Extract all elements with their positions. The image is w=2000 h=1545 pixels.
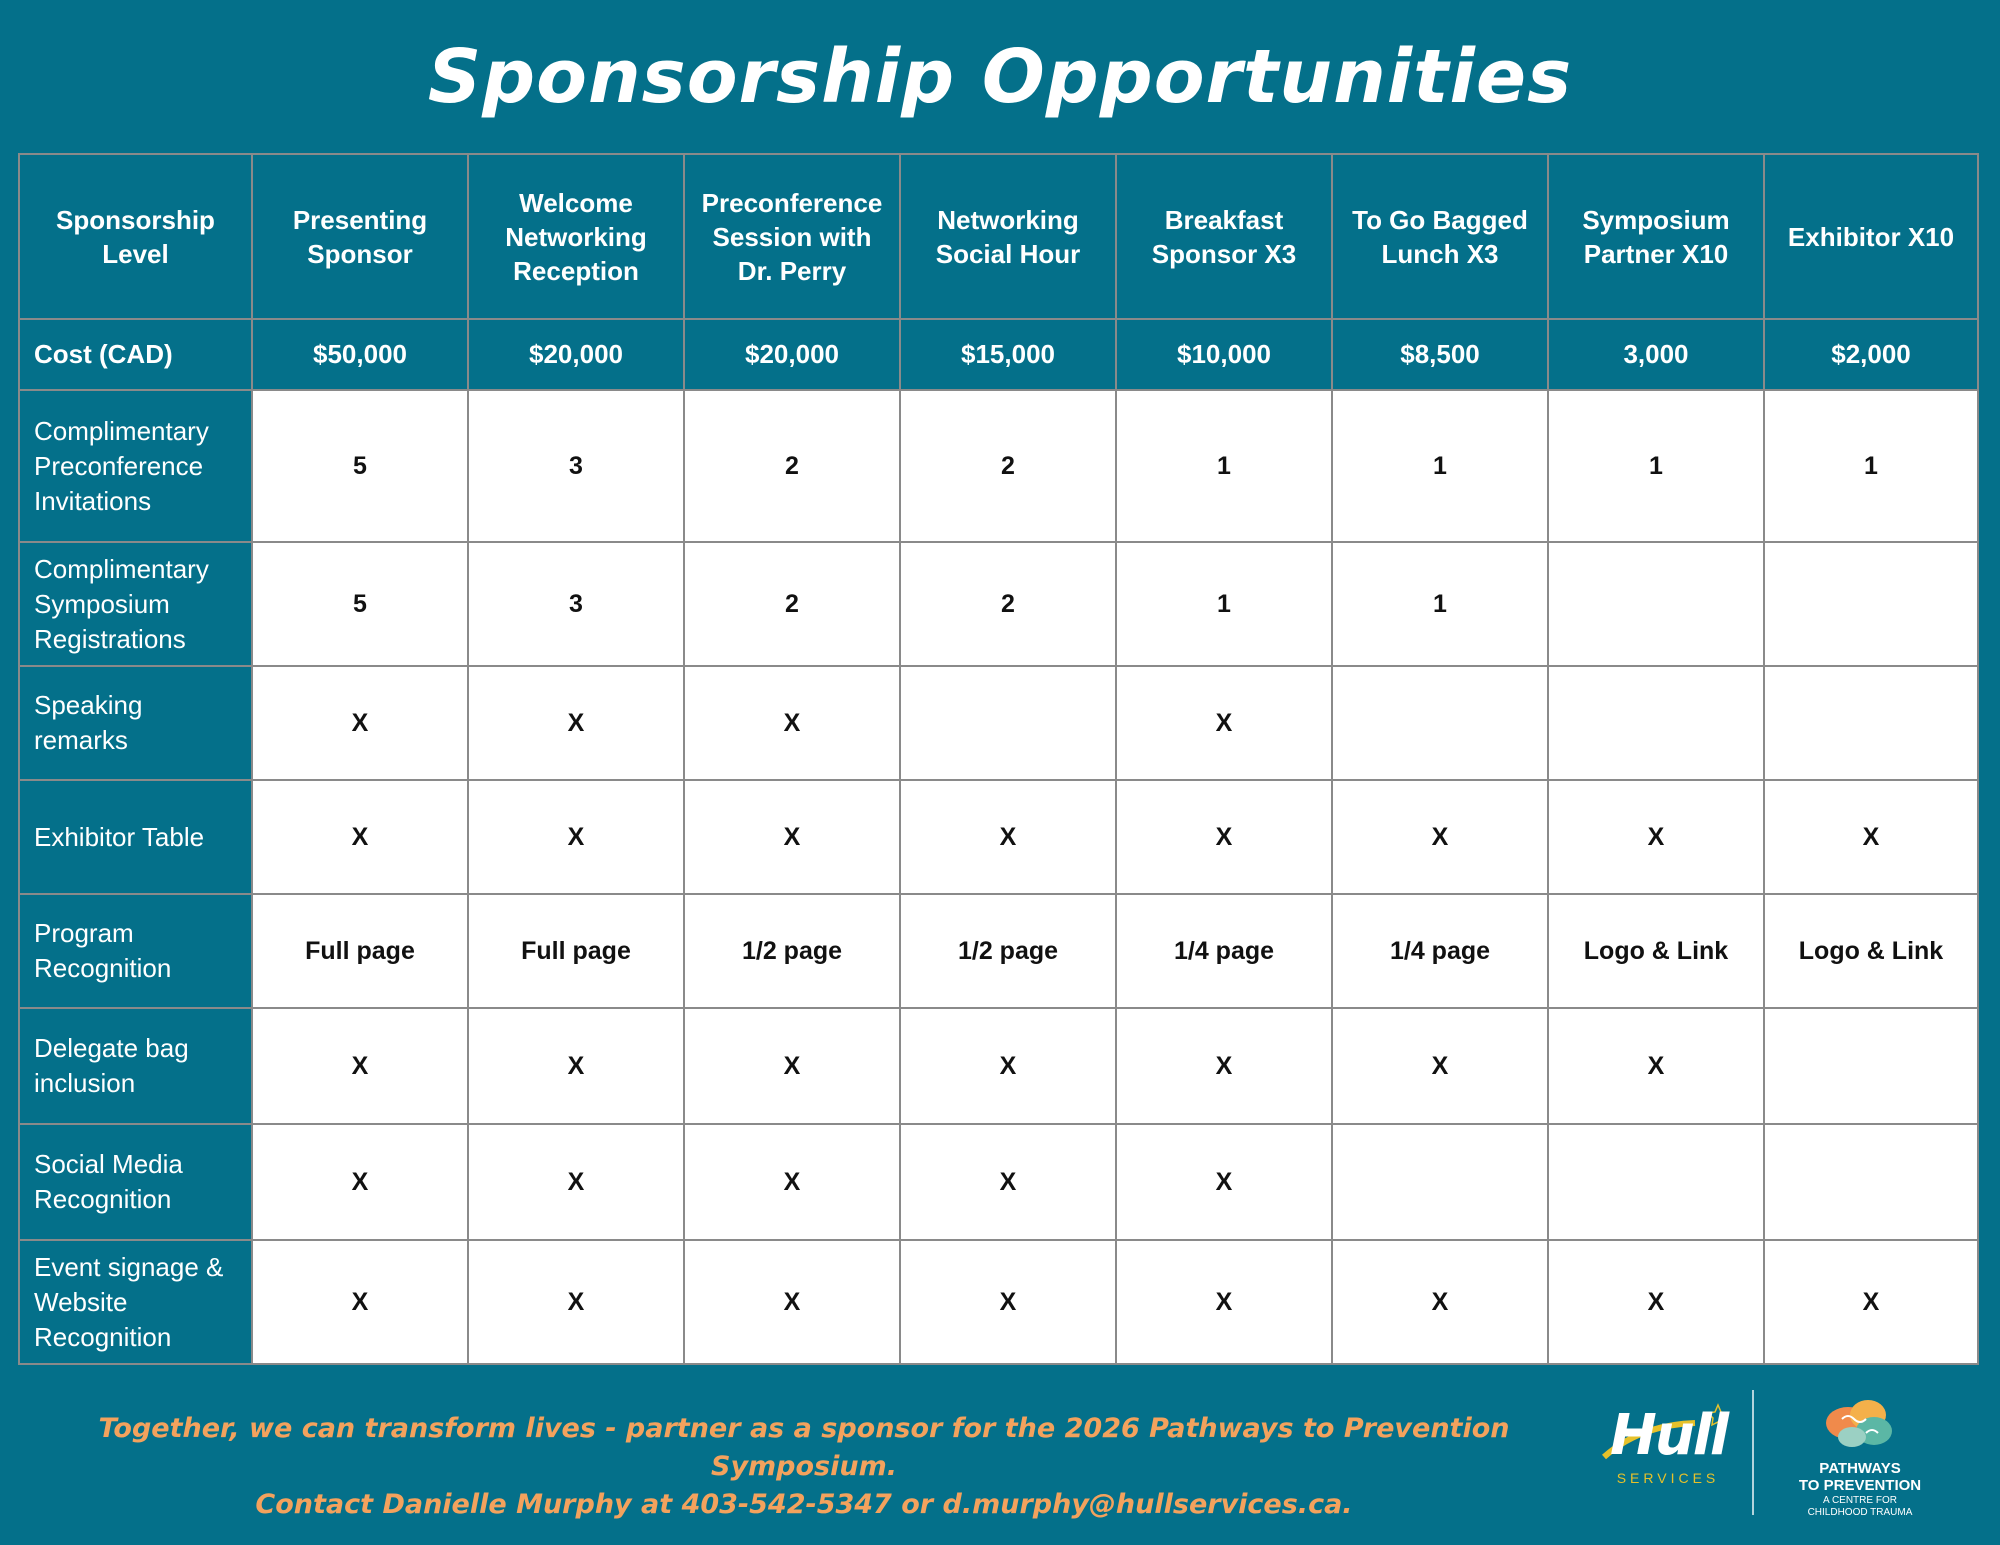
table-cell: X (684, 1240, 900, 1364)
table-cell: 3 (468, 390, 684, 542)
footer-message (14, 1410, 1594, 1524)
table-row (19, 1124, 1978, 1240)
table-cell: 1 (1332, 542, 1548, 666)
table-cell: 2 (900, 390, 1116, 542)
column-header: To Go Bagged Lunch X3 (1332, 154, 1548, 319)
footer-line-1: Together, we can transform lives - partner as a sponsor for the 2026 Pathways to Prevention Symposium. (98, 1413, 1510, 1482)
table-cell: X (1548, 1240, 1764, 1364)
row-label: Social Media Recognition (19, 1124, 252, 1240)
table-cell: X (252, 780, 468, 894)
table-cell (900, 666, 1116, 780)
table-cell: X (1332, 1240, 1548, 1364)
cost-cell: $10,000 (1116, 319, 1332, 390)
row-label: Exhibitor Table (19, 780, 252, 894)
logo-divider (1752, 1390, 1754, 1515)
cost-cell: $20,000 (468, 319, 684, 390)
page-title: Sponsorship Opportunities (427, 34, 1573, 120)
table-cell: 5 (252, 390, 468, 542)
column-header: Welcome Networking Reception (468, 154, 684, 319)
table-cell (1548, 542, 1764, 666)
table-cell: 5 (252, 542, 468, 666)
cost-cell: $20,000 (684, 319, 900, 390)
cost-cell: $8,500 (1332, 319, 1548, 390)
cost-cell: $15,000 (900, 319, 1116, 390)
table-cell (1764, 542, 1978, 666)
row-label: Speaking remarks (19, 666, 252, 780)
table-row (19, 780, 1978, 894)
table-row (19, 894, 1978, 1008)
column-header: Exhibitor X10 (1764, 154, 1978, 319)
table-cell: 2 (684, 542, 900, 666)
table-row (19, 1240, 1978, 1364)
hull-wordmark: Hull (1610, 1403, 1728, 1468)
column-header: Preconference Session with Dr. Perry (684, 154, 900, 319)
table-cell: 3 (468, 542, 684, 666)
table-cell: X (1332, 1008, 1548, 1124)
footer-line-2: Contact Danielle Murphy at 403-542-5347 or d.murphy@hullservices.ca. (255, 1489, 1353, 1520)
table-cell: X (1116, 666, 1332, 780)
corner-header: Sponsorship Level (19, 154, 252, 319)
table-cell: X (252, 666, 468, 780)
table-cell: X (468, 1124, 684, 1240)
table-cell: Logo & Link (1548, 894, 1764, 1008)
table-cell: Full page (468, 894, 684, 1008)
row-label: Event signage & Website Recognition (19, 1240, 252, 1364)
hull-subtitle: SERVICES (1616, 1470, 1720, 1486)
table-cell: 1/2 page (684, 894, 900, 1008)
table-cell: 1 (1116, 542, 1332, 666)
table-cell: X (900, 1240, 1116, 1364)
table-cell: X (252, 1124, 468, 1240)
table-cell: X (900, 1124, 1116, 1240)
table-cell: 1/4 page (1332, 894, 1548, 1008)
table-cell: X (900, 1008, 1116, 1124)
table-cell (1332, 1124, 1548, 1240)
ptp-name-line-2: TO PREVENTION (1798, 1477, 1922, 1494)
table-cell: X (468, 1008, 684, 1124)
column-header: Breakfast Sponsor X3 (1116, 154, 1332, 319)
table-row (19, 1008, 1978, 1124)
table-row (19, 542, 1978, 666)
column-header: Symposium Partner X10 (1548, 154, 1764, 319)
brain-icon (1770, 1385, 1950, 1460)
table-cell (1764, 1124, 1978, 1240)
pathways-to-prevention-logo (1770, 1385, 1950, 1525)
table-cell: X (684, 780, 900, 894)
table-cell: 1 (1548, 390, 1764, 542)
table-cell: Logo & Link (1764, 894, 1978, 1008)
table-cell: X (252, 1008, 468, 1124)
ptp-tagline-line-2: CHILDHOOD TRAUMA (1807, 1507, 1913, 1518)
row-label: Program Recognition (19, 894, 252, 1008)
column-header: Networking Social Hour (900, 154, 1116, 319)
hull-services-logo (1600, 1395, 1730, 1490)
sponsorship-table (18, 153, 1979, 1365)
ptp-tagline (1770, 1495, 1950, 1519)
table-cell: 2 (684, 390, 900, 542)
row-label: Delegate bag inclusion (19, 1008, 252, 1124)
table-cell: X (1116, 1008, 1332, 1124)
table-row (19, 666, 1978, 780)
table-cell: X (684, 1124, 900, 1240)
cost-cell: 3,000 (1548, 319, 1764, 390)
table-cell: X (1332, 780, 1548, 894)
table-cell: 2 (900, 542, 1116, 666)
table-cell (1548, 1124, 1764, 1240)
table-cell: X (684, 1008, 900, 1124)
table-cell: X (684, 666, 900, 780)
ptp-name (1770, 1460, 1950, 1494)
table-cell: X (1116, 780, 1332, 894)
table-cell: 1/4 page (1116, 894, 1332, 1008)
table-cell: 1/2 page (900, 894, 1116, 1008)
table-cell: X (1548, 1008, 1764, 1124)
cost-label: Cost (CAD) (19, 319, 252, 390)
table-cell: X (1764, 1240, 1978, 1364)
table-cell: X (468, 666, 684, 780)
table-cell: X (468, 1240, 684, 1364)
ptp-tagline-line-1: A CENTRE FOR (1823, 1495, 1897, 1506)
table-cell: X (900, 780, 1116, 894)
cost-row (19, 319, 1978, 390)
column-header: Presenting Sponsor (252, 154, 468, 319)
table-cell: X (252, 1240, 468, 1364)
row-label: Complimentary Preconference Invitations (19, 390, 252, 542)
header-row (19, 154, 1978, 319)
table-cell (1332, 666, 1548, 780)
table-cell: 1 (1332, 390, 1548, 542)
table-cell: X (1116, 1124, 1332, 1240)
table-cell: 1 (1116, 390, 1332, 542)
cost-cell: $2,000 (1764, 319, 1978, 390)
table-cell: Full page (252, 894, 468, 1008)
table-cell: 1 (1764, 390, 1978, 542)
table-cell: X (1764, 780, 1978, 894)
table-cell: X (1548, 780, 1764, 894)
ptp-name-line-1: PATHWAYS (1819, 1460, 1901, 1477)
table-cell (1764, 1008, 1978, 1124)
cost-cell: $50,000 (252, 319, 468, 390)
table-cell (1764, 666, 1978, 780)
table-cell: X (1116, 1240, 1332, 1364)
row-label: Complimentary Symposium Registrations (19, 542, 252, 666)
table-cell (1548, 666, 1764, 780)
table-cell: X (468, 780, 684, 894)
table-row (19, 390, 1978, 542)
